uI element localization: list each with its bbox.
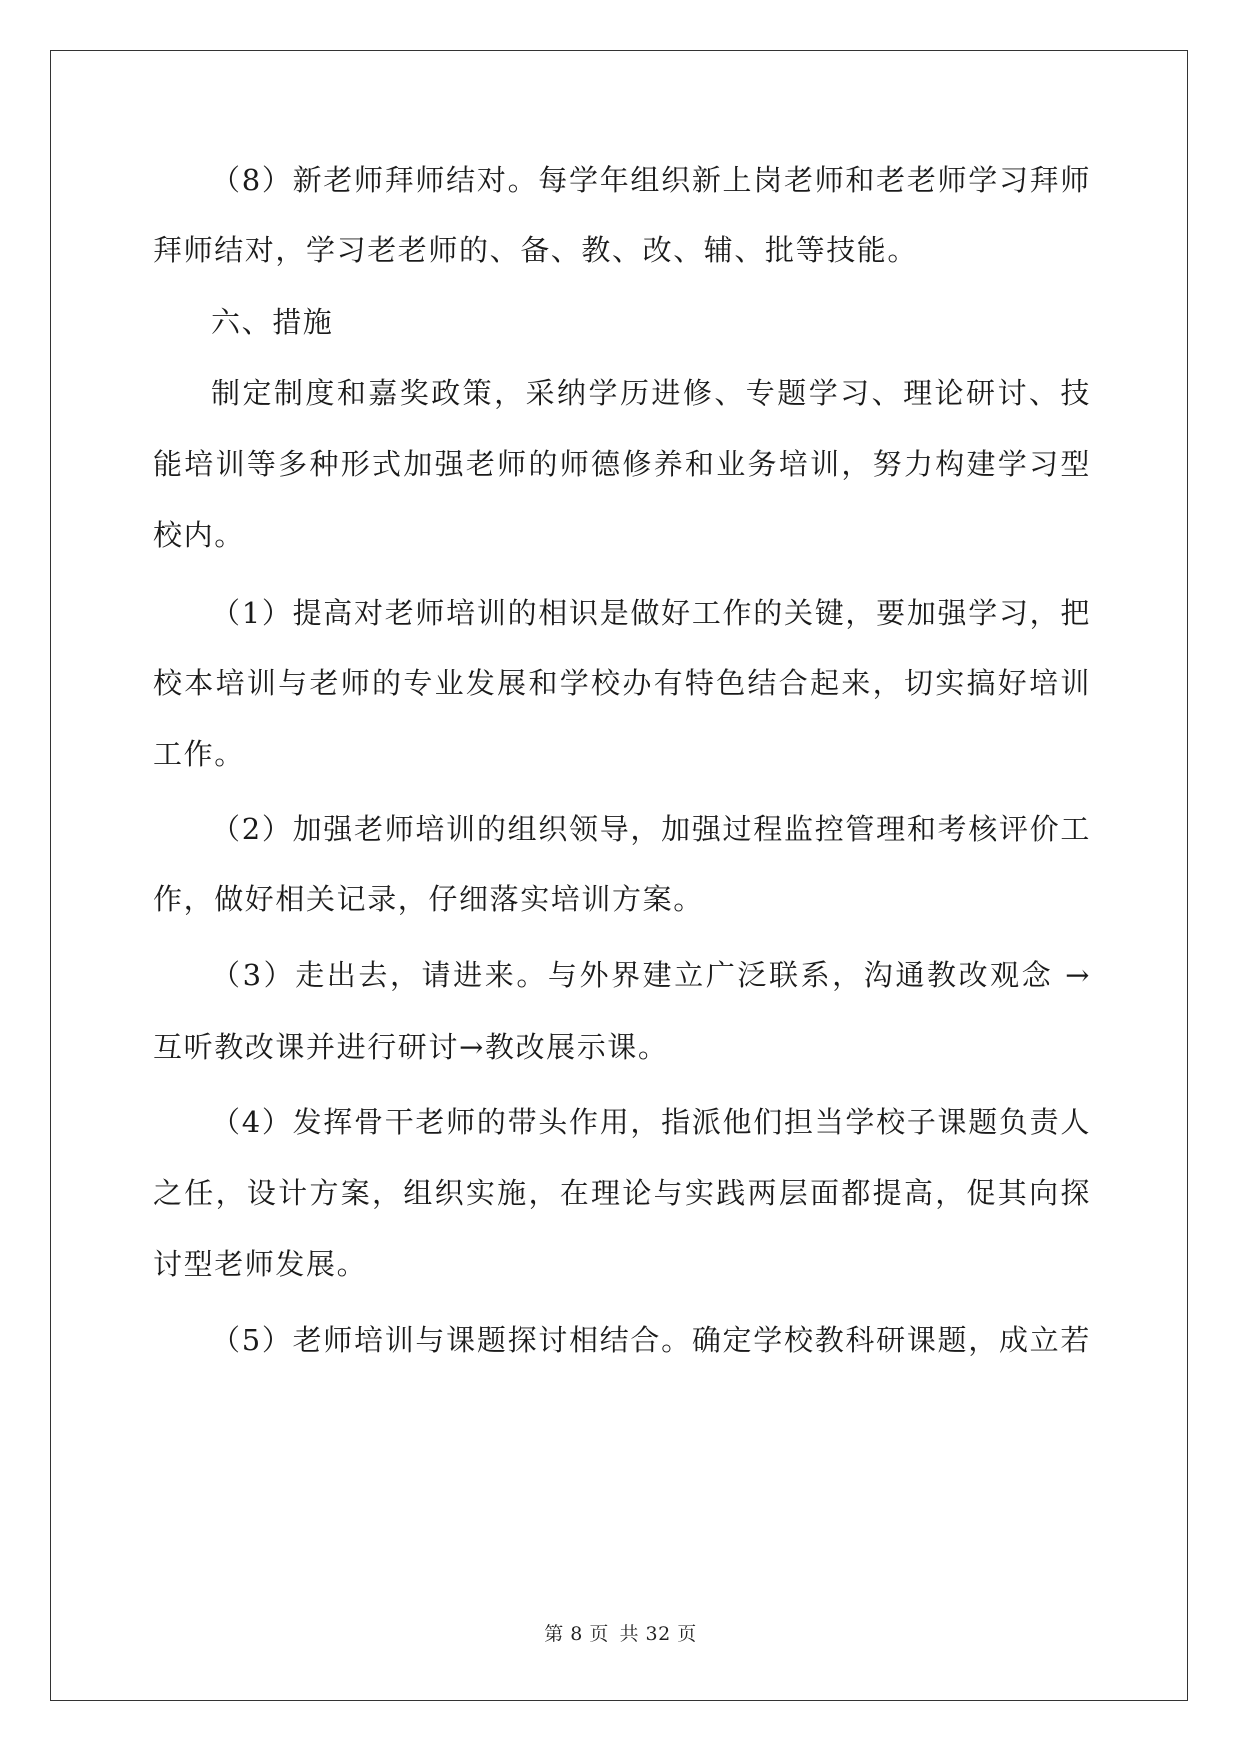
paragraph-4-line-3: 工作。 (153, 737, 245, 771)
paragraph-1-line-2: 拜师结对，学习老老师的、备、教、改、辅、批等技能。 (153, 233, 919, 267)
paragraph-6-line-2: 互听教改课并进行研讨→教改展示课。 (153, 1030, 669, 1064)
paragraph-6-line-1: （3）走出去，请进来。与外界建立广泛联系，沟通教改观念 → (211, 958, 1091, 992)
paragraph-3-line-3: 校内。 (153, 518, 245, 552)
paragraph-3-line-1: 制定制度和嘉奖政策，采纳学历进修、专题学习、理论研讨、技 (211, 376, 1091, 410)
paragraph-4-line-1: （1）提高对老师培训的相识是做好工作的关键，要加强学习，把 (211, 596, 1091, 630)
page-border (50, 50, 1188, 1701)
page-number: 第 8 页 (544, 1623, 609, 1645)
paragraph-7-line-3: 讨型老师发展。 (153, 1247, 368, 1281)
section-heading-measures: 六、措施 (211, 305, 334, 339)
paragraph-7-line-2: 之任，设计方案，组织实施，在理论与实践两层面都提高，促其向探 (153, 1176, 1091, 1210)
paragraph-5-line-1: （2）加强老师培训的组织领导，加强过程监控管理和考核评价工 (211, 812, 1091, 846)
paragraph-7-line-1: （4）发挥骨干老师的带头作用，指派他们担当学校子课题负责人 (211, 1105, 1091, 1139)
paragraph-8-line-1: （5）老师培训与课题探讨相结合。确定学校教科研课题，成立若 (211, 1323, 1091, 1357)
page-footer (0, 1622, 1241, 1646)
page-total: 共 32 页 (619, 1623, 697, 1645)
paragraph-1-line-1: （8）新老师拜师结对。每学年组织新上岗老师和老老师学习拜师 (211, 163, 1091, 197)
paragraph-4-line-2: 校本培训与老师的专业发展和学校办有特色结合起来，切实搞好培训 (153, 666, 1091, 700)
paragraph-5-line-2: 作，做好相关记录，仔细落实培训方案。 (153, 882, 704, 916)
paragraph-3-line-2: 能培训等多种形式加强老师的师德修养和业务培训，努力构建学习型 (153, 447, 1091, 481)
